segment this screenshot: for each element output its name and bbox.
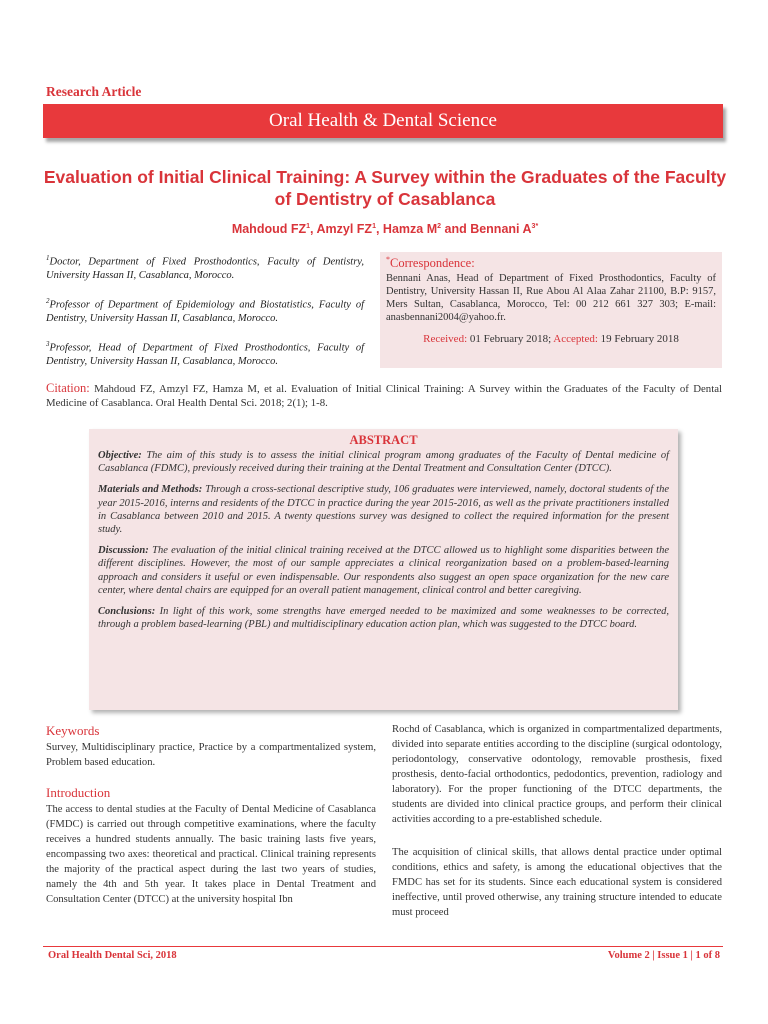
- citation: [46, 381, 722, 410]
- conclusions-text: In light of this work, some strengths have emerged needed to be maximized and some weaknesses to be corrected, through a problem based-learning (PBL) and multidisciplinary education action plan, which was suggested to the DTCC board.: [98, 606, 669, 631]
- objective-label: Objective:: [98, 450, 142, 461]
- citation-label: Citation:: [46, 381, 90, 395]
- author-name: Mahdoud FZ: [231, 222, 307, 236]
- author-list: [40, 222, 730, 236]
- correspondence-box: [380, 252, 722, 368]
- discussion-text: The evaluation of the initial clinical training received at the DTCC allowed us to highlight some disparities between the different disciplines. However, the most of our sample appreciates a clinical reorganization based on a problem-based-learning approach and considers it useful or even indispensable. Our respondents also suggest an open space organization for the new care center, where dental chairs are equipped for an overall patient management, clinical control and better caregiving.: [98, 545, 669, 596]
- affiliation-text: Doctor, Department of Fixed Prosthodontics, Faculty of Dentistry, University Hassan II, Casablanca, Morocco.: [46, 256, 364, 281]
- author-separator: ,: [310, 222, 317, 236]
- author-affiliation-mark: 3*: [531, 222, 539, 230]
- left-column: [46, 722, 376, 917]
- author-affiliation-mark: 2: [437, 222, 442, 230]
- affiliation-mark: 1: [46, 254, 50, 262]
- discussion-label: Discussion:: [98, 545, 149, 557]
- abstract-conclusions: [98, 605, 669, 631]
- affiliation-mark: 2: [46, 297, 50, 305]
- affiliation: [46, 338, 364, 368]
- author-name: Hamza M: [382, 222, 438, 236]
- author-name: Amzyl FZ: [316, 222, 373, 236]
- affiliation: [46, 295, 364, 325]
- author-affiliation-mark: 1: [306, 222, 311, 230]
- right-column: [392, 722, 722, 930]
- correspondence-text: Bennani Anas, Head of Department of Fixed Prosthodontics, Faculty of Dentistry, University Hassan II, Rue Abou Al Alaa Zahar 21100, B.P: 9157, Mers Sultan, Casablanca, Morocco, Tel: 00 212 661 327 303; E-mail: anasbennani2004@yahoo.fr.: [386, 273, 716, 324]
- author-separator: ,: [375, 222, 383, 236]
- abstract-objective: [98, 449, 669, 475]
- affiliation: [46, 252, 364, 282]
- affiliation-text: Professor, Head of Department of Fixed Prosthodontics, Faculty of Dentistry, University Hassan II, Casablanca, Morocco.: [46, 342, 364, 367]
- citation-text: Mahdoud FZ, Amzyl FZ, Hamza M, et al. Evaluation of Initial Clinical Training: A Survey within the Graduates of the Faculty of Dental Medicine of Casablanca. Oral Health Dental Sci. 2018; 2(1); 1-8.: [46, 383, 722, 409]
- abstract-title: ABSTRACT: [349, 433, 418, 447]
- footer-journal: Oral Health Dental Sci, 2018: [48, 950, 177, 961]
- author-affiliation-mark: 1: [372, 222, 376, 230]
- correspondence-title: [386, 255, 716, 271]
- accepted-label: Accepted:: [553, 333, 598, 346]
- affiliation-mark: 3: [46, 340, 50, 348]
- abstract-methods: [98, 483, 669, 536]
- conclusions-label: Conclusions:: [98, 606, 156, 618]
- accepted-date: 19 February 2018: [597, 333, 679, 346]
- abstract-discussion: [98, 544, 669, 597]
- methods-text: Through a cross-sectional descriptive study, 106 graduates were interviewed, namely, doctoral students of the year 2015-2016, interns and residents of the DTCC in practice during the year 2015-2016, as well as the private practitioners installed in Casablanca between 2010 and 2015. A twenty questions survey was designed to collect the required information for the present study.: [98, 484, 669, 536]
- keywords-heading: Keywords: [46, 723, 100, 738]
- footer-divider: [43, 946, 723, 947]
- keywords-text: Survey, Multidisciplinary practice, Practice by a compartmentalized system, Problem based education.: [46, 742, 376, 768]
- received-label: Received:: [423, 333, 468, 346]
- introduction-paragraph: The acquisition of clinical skills, that allows dental practice under optimal conditions, ethics and safety, is among the educational objectives that the FMDC has set for its students. Since each educational system is considered ineffective, until proved otherwise, any training structure intended to educate must proceed: [392, 847, 722, 918]
- correspondence-mark: *: [386, 255, 390, 264]
- abstract-box: [89, 429, 678, 710]
- author-conjunction: and: [441, 222, 471, 236]
- footer-page-info: Volume 2 | Issue 1 | 1 of 8: [607, 950, 720, 961]
- author-name: Bennani A: [470, 222, 532, 236]
- article-dates: [386, 333, 716, 345]
- correspondence-label: Correspondence:: [390, 256, 475, 271]
- received-date: 01 February 2018;: [467, 333, 554, 346]
- objective-text: The aim of this study is to assess the initial clinical program among graduates of the Faculty of Dental medicine of Casablanca (FDMC), previously received during their training at the Dental Treatment and Consultation Center (DTCC).: [98, 450, 669, 475]
- methods-label: Materials and Methods:: [98, 484, 203, 496]
- introduction-paragraph: Rochd of Casablanca, which is organized in compartmentalized departments, divided into separate entities according to the discipline (surgical odontology, periodontology, conservative odontology, removable prosthesis, fixed prosthesis, dento-facial orthodontics, pedodontics, prevention, radiology and laboratory). For the proper functioning of the DTCC departments, the students are divided into clinical practice groups, and perform their clinical activities according to a pre-established schedule.: [392, 724, 722, 825]
- journal-name: Oral Health & Dental Science: [269, 110, 497, 131]
- introduction-heading: Introduction: [46, 785, 111, 800]
- article-type: Research Article: [46, 84, 142, 99]
- paper-title: Evaluation of Initial Clinical Training: A Survey within the Graduates of the Faculty of Dentistry of Casablanca: [43, 167, 727, 209]
- journal-banner: [43, 104, 723, 138]
- introduction-paragraph: The access to dental studies at the Faculty of Dental Medicine of Casablanca (FMDC) is carried out through competitive examinations, where the faculty receives a hundred students annually. The basic training lasts five years, encompassing two axes: theoretical and practical. Clinical training represents the majority of the practical aspect during the last two years of studies, namely the 4th and 5th year. It takes place in Dental Treatment and Consultation Center (DTCC) at the university hospital Ibn: [46, 804, 376, 905]
- affiliation-text: Professor of Department of Epidemiology and Biostatistics, Faculty of Dentistry, University Hassan II, Casablanca, Morocco.: [46, 299, 364, 324]
